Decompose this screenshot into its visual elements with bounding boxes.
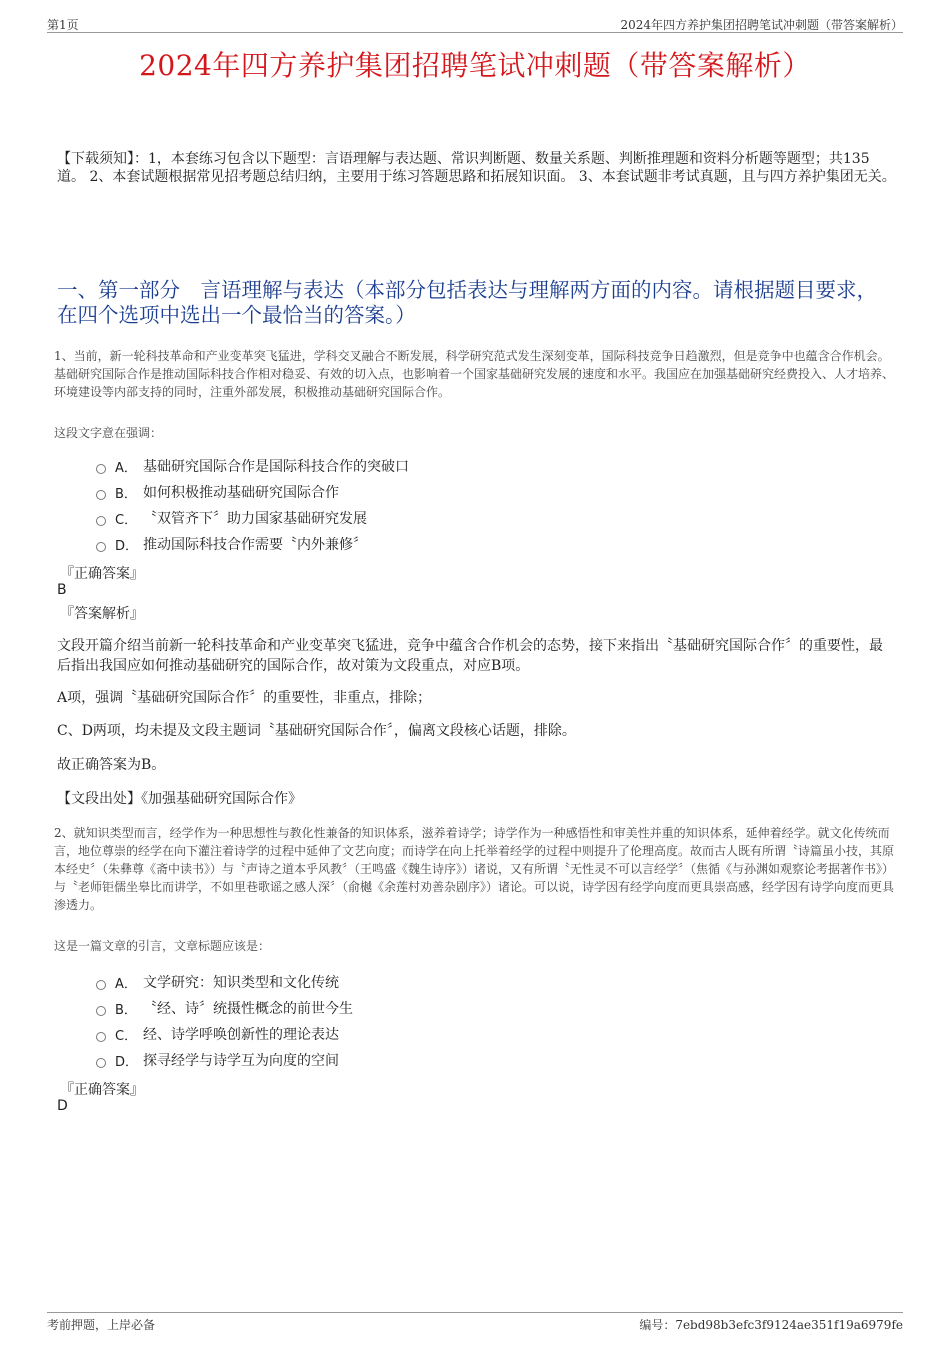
analysis-paragraph: 故正确答案为B。 — [57, 757, 166, 773]
radio-icon[interactable] — [96, 1058, 106, 1068]
analysis-paragraph: A项，强调〝基础研究国际合作〞的重要性，非重点，排除； — [57, 690, 432, 706]
analysis-paragraph: C、D两项，均未提及文段主题词〝基础研究国际合作〞，偏离文段核心话题，排除。 — [57, 723, 576, 739]
radio-icon[interactable] — [96, 542, 106, 552]
radio-icon[interactable] — [96, 1006, 106, 1016]
page-header — [47, 14, 903, 33]
radio-icon[interactable] — [96, 980, 106, 990]
footer-slogan: 考前押题，上岸必备 — [47, 1318, 156, 1332]
answer-value: D — [57, 1098, 68, 1114]
radio-icon[interactable] — [96, 464, 106, 474]
analysis-label: 『答案解析』 — [60, 606, 144, 622]
option-a[interactable]: A． 文学研究：知识类型和文化传统 — [96, 969, 353, 995]
answer-label: 『正确答案』 — [60, 566, 144, 582]
option-a[interactable]: A． 基础研究国际合作是国际科技合作的突破口 — [96, 453, 409, 479]
radio-icon[interactable] — [96, 516, 106, 526]
download-notice: 【下载须知】：1，本套练习包含以下题型：言语理解与表达题、常识判断题、数量关系题、判断推理题和资料分析题等题型；共135道。 2、本套试题根据常见招考题总结归纳，主要用于练习答题思路和拓展知识面。 3、本套试题非考试真题，且与四方养护集团无关。 — [57, 151, 896, 185]
header-doc-title: 2024年四方养护集团招聘笔试冲刺题（带答案解析） — [620, 18, 903, 32]
source-citation: 【文段出处】《加强基础研究国际合作》 — [57, 791, 302, 807]
analysis-paragraph: 文段开篇介绍当前新一轮科技革命和产业变革突飞猛进，竞争中蕴含合作机会的态势，接下来指出〝基础研究国际合作〞的重要性，最后指出我国应如何推动基础研究的国际合作，故对策为文段重点，对应B项。 — [57, 638, 883, 674]
question-2-prompt: 这是一篇文章的引言，文章标题应该是： — [54, 939, 271, 953]
question-2-text: 2、就知识类型而言，经学作为一种思想性与教化性兼备的知识体系，滋养着诗学；诗学作为一种感悟性和审美性并重的知识体系，延伸着经学。就文化传统而言，地位尊崇的经学在向下灌注着诗学的过程中延伸了文艺向度；而诗学在向上托举着经学的过程中则提升了伦理高度。故而古人既有所谓〝诗篇虽小技，其原本经史〞（朱彝尊《斋中读书》）与〝声诗之道本乎风教〞（王鸣盛《魏生诗序》）诸说，又有所谓〝无性灵不可以言经学〞（焦循《与孙渊如观察论考据著作书》）与〝老师钜儒坐皋比而讲学，不如里巷歌谣之感人深〞（俞樾《余莲村劝善杂剧序》）诸论。可以说，诗学因有经学向度而更具崇高感，经学因有诗学向度而更具渗透力。 — [54, 826, 895, 912]
document-id: 编号：7ebd98b3efc3f9124ae351f19a6979fe — [639, 1318, 903, 1332]
option-d[interactable]: D． 推动国际科技合作需要〝内外兼修〞 — [96, 531, 409, 557]
answer-value: B — [57, 582, 67, 598]
option-c[interactable]: C． 〝双管齐下〞助力国家基础研究发展 — [96, 505, 409, 531]
radio-icon[interactable] — [96, 1032, 106, 1042]
section-heading: 一、第一部分 言语理解与表达（本部分包括表达与理解两方面的内容。请根据题目要求，在四个选项中选出一个最恰当的答案。） — [57, 278, 877, 327]
option-b[interactable]: B． 〝经、诗〞统摄性概念的前世今生 — [96, 995, 353, 1021]
page-number: 第1页 — [47, 18, 79, 32]
question-1-text: 1、当前，新一轮科技革命和产业变革突飞猛进，学科交叉融合不断发展，科学研究范式发生深刻变革，国际科技竞争日趋激烈，但是竞争中也蕴含合作机会。基础研究国际合作是推动国际科技合作相对稳妥、有效的切入点，也影响着一个国家基础研究发展的速度和水平。我国应在加强基础研究经费投入、人才培养、环境建设等内部支持的同时，注重外部发展，积极推动基础研究国际合作。 — [54, 349, 895, 399]
question-1-options — [96, 453, 409, 557]
option-b[interactable]: B． 如何积极推动基础研究国际合作 — [96, 479, 409, 505]
option-c[interactable]: C． 经、诗学呼唤创新性的理论表达 — [96, 1021, 353, 1047]
answer-label: 『正确答案』 — [60, 1082, 144, 1098]
question-2-options — [96, 969, 353, 1073]
document-title: 2024年四方养护集团招聘笔试冲刺题（带答案解析） — [139, 49, 811, 82]
option-d[interactable]: D． 探寻经学与诗学互为向度的空间 — [96, 1047, 353, 1073]
radio-icon[interactable] — [96, 490, 106, 500]
page-footer — [47, 1312, 903, 1333]
question-1-prompt: 这段文字意在强调： — [54, 426, 163, 440]
